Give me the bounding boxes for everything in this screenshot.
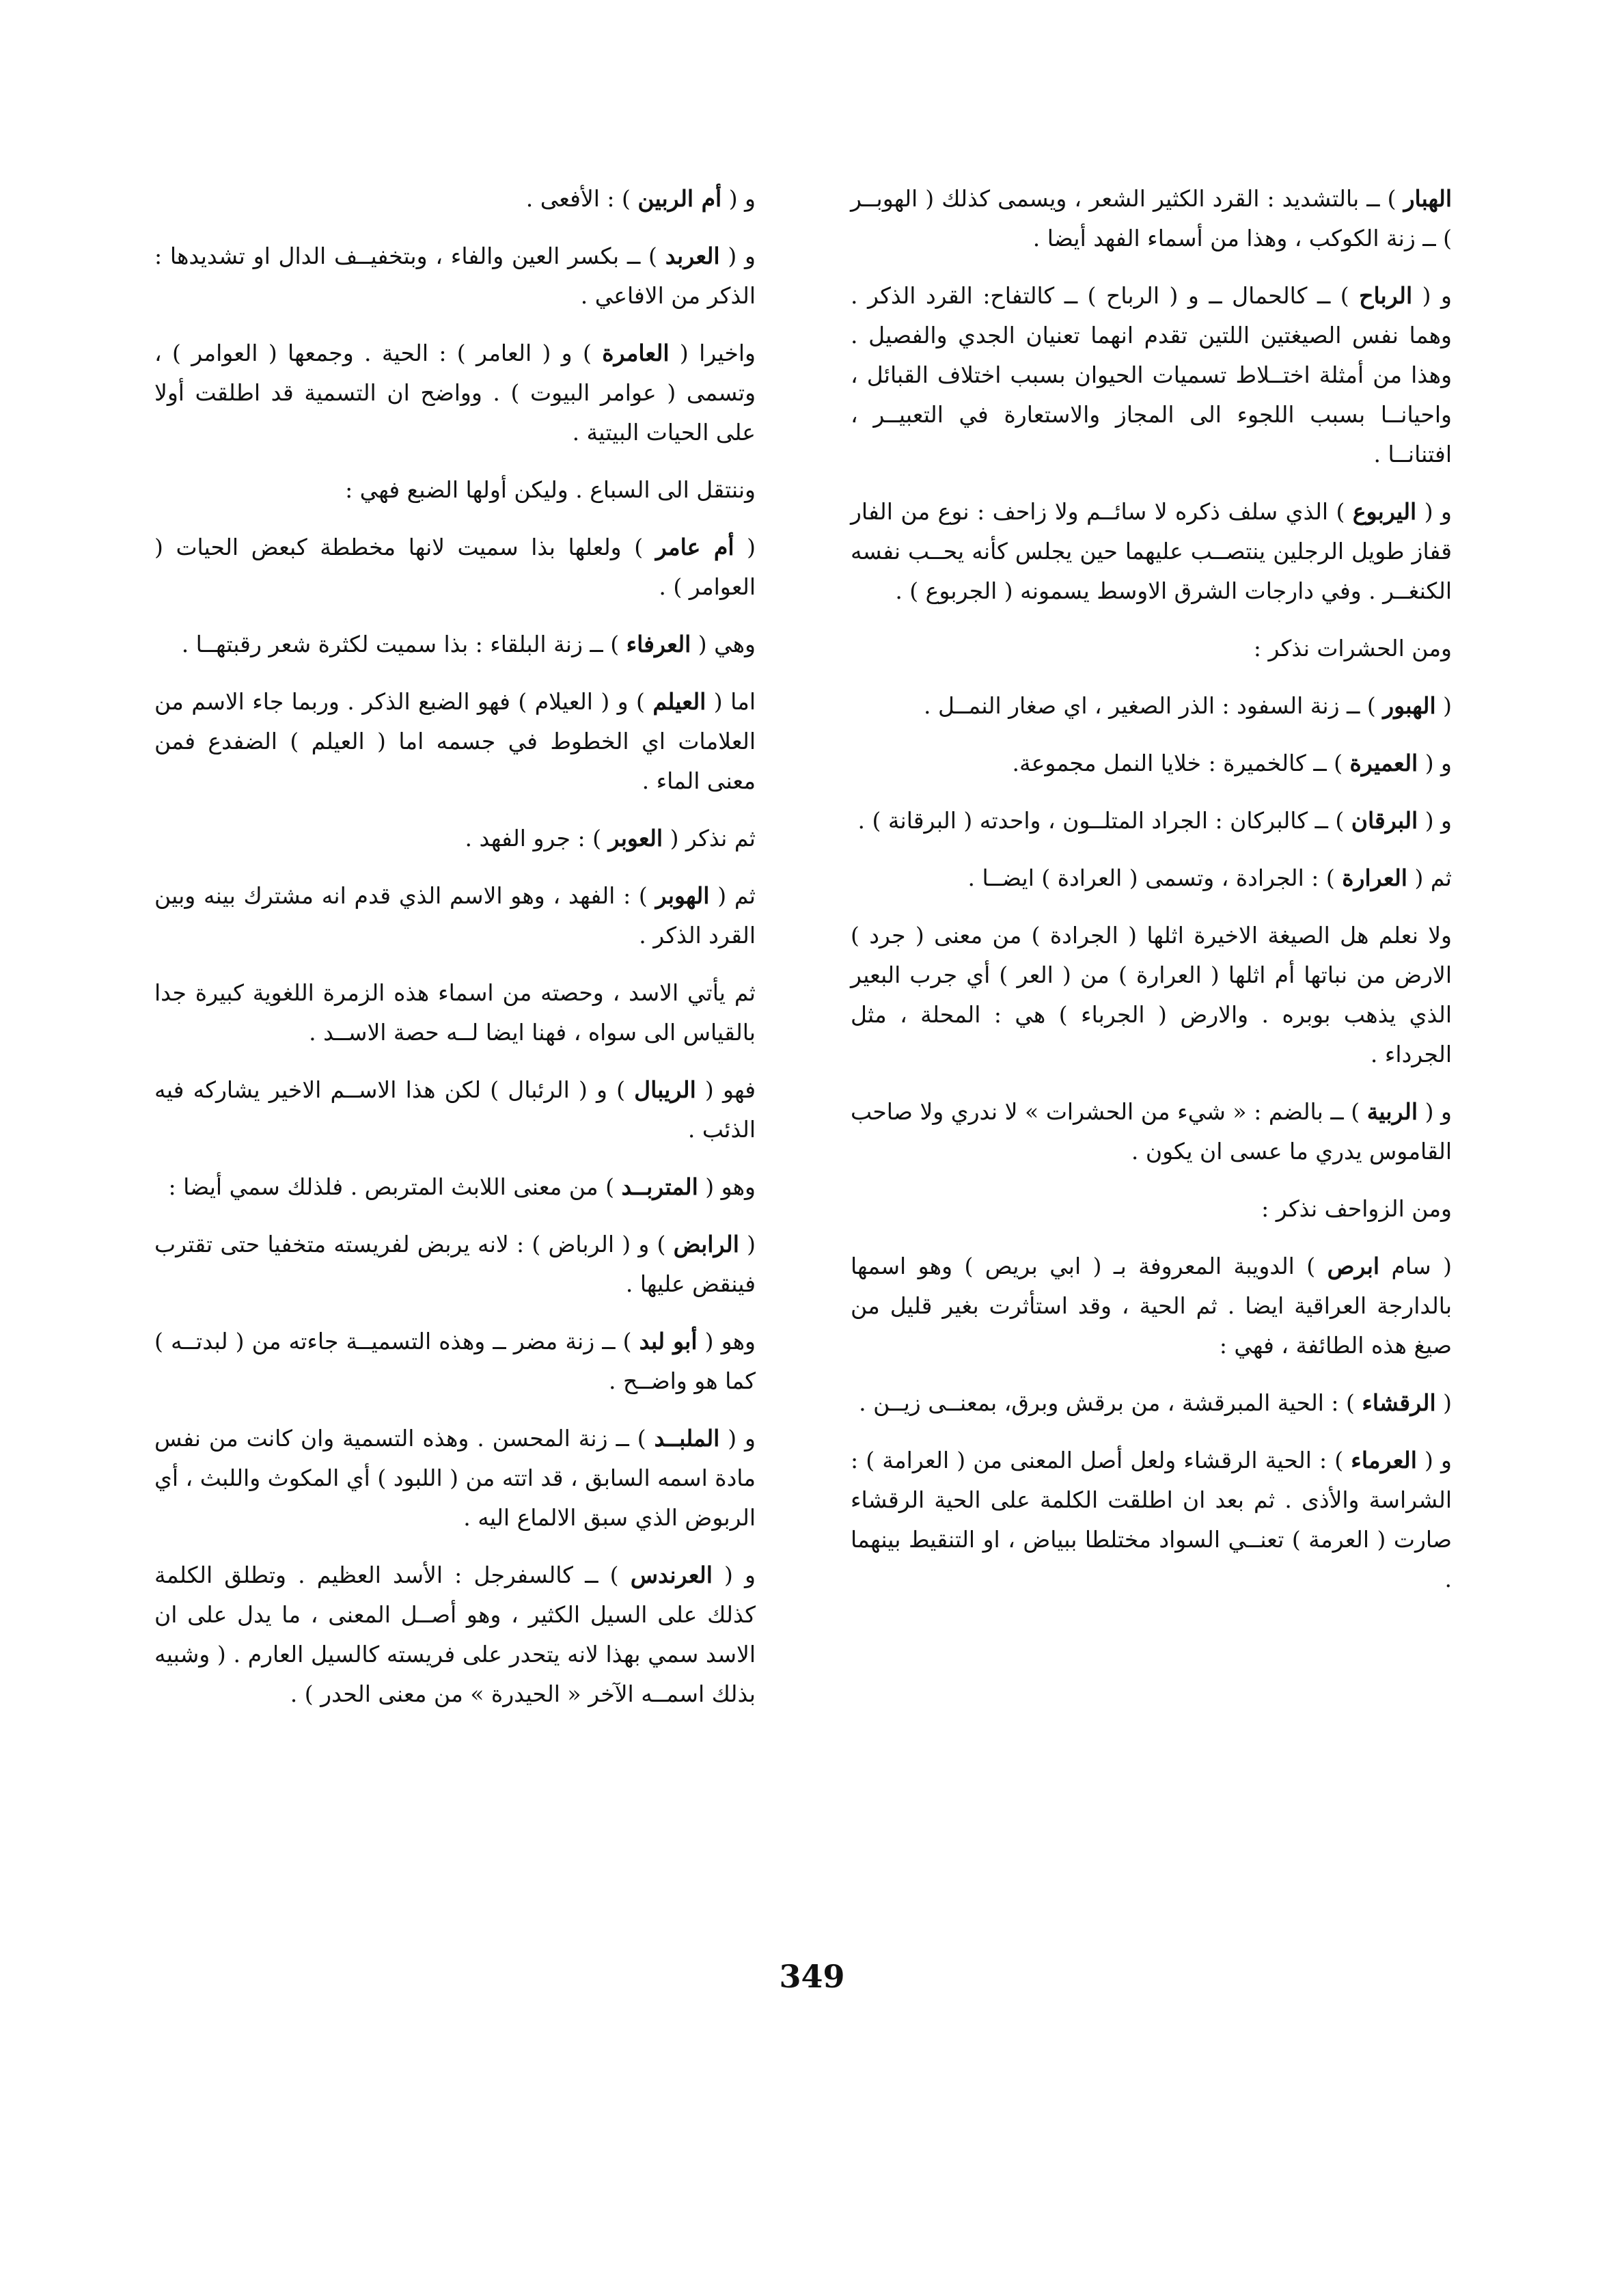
paragraph: [154, 1167, 756, 1207]
paragraph-lead: وهي (: [691, 631, 756, 657]
paragraph-text: ) ــ كالسفرجل : الأسد العظيم . وتطلق الكلمة كذلك على السيل الكثير ، وهو أصــل المعنى ، ما يدل على ان الاسد سمي بهذا لانه يتحدر على فريسته كالسيل العارم . ( وشبيه بذلك اسمــه الآخر « الحيدرة » من معنى الحدر ) .: [154, 1562, 756, 1707]
paragraph-text: ) الذي سلف ذكره لا سائــم ولا زاحف : نوع من الفار قفاز طويل الرجلين ينتصــب عليهما حين يجلس كأنه يحــب نفسه الكنغــر . وفي دارجات الشرق الاوسط يسمونه ( الجربوع ) .: [851, 498, 1452, 604]
paragraph-text: ) ــ كالخميرة : خلايا النمل مجموعة.: [1012, 750, 1350, 776]
term-headword: الريبال: [634, 1076, 696, 1103]
paragraph: [851, 858, 1452, 898]
paragraph-text: ) : جرو الفهد .: [465, 825, 609, 852]
paragraph-text: ) : الحية الرقشاء ولعل أصل المعنى من ( العرامة ) : الشراسة والأذى . ثم بعد ان اطلقت الكلمة على الحية الرقشاء صارت ( العرمة ) تعنــي السواد مختلطا ببياض ، او التنقيط بينهما .: [851, 1447, 1452, 1592]
paragraph-text: ) من معنى اللابث المتربص . فلذلك سمي أيضا :: [168, 1173, 622, 1200]
paragraph-lead: واخيرا (: [669, 340, 756, 366]
paragraph: [851, 1189, 1452, 1229]
paragraph-text: ) ــ بكسر العين والفاء ، وبتخفيــف الدال او تشديدها : الذكر من الافاعي .: [154, 243, 756, 309]
paragraph: [851, 492, 1452, 611]
term-headword: الهبار: [1403, 185, 1452, 212]
paragraph: [851, 744, 1452, 783]
paragraph-text: ) و ( الرئبال ) لكن هذا الاســم الاخير يشاركه فيه الذئب .: [154, 1076, 756, 1143]
paragraph: [154, 1225, 756, 1304]
term-headword: اليربوع: [1352, 498, 1417, 525]
term-headword: أبو لبد: [639, 1328, 698, 1355]
paragraph: [851, 1441, 1452, 1599]
term-headword: العرندس: [630, 1562, 713, 1588]
term-headword: العربد: [665, 243, 720, 269]
paragraph-text: ) ــ زنة مضر ــ وهذه التسميــة جاءته من ( لبدتــه ) كما هو واضــح .: [154, 1328, 756, 1394]
paragraph-text: ولا نعلم هل الصيغة الاخيرة اثلها ( الجرادة ) من معنى ( جرد ) الارض من نباتها أم اثلها ( العرارة ) من ( العر ) أي جرب البعير الذي يذهب بوبره . والارض ( الجرباء ) هي : المحلة ، مثل الجرداء .: [851, 922, 1452, 1068]
paragraph-lead: و (: [719, 243, 756, 269]
page-number: 349: [779, 1958, 845, 1995]
term-headword: المتربــد: [621, 1173, 698, 1200]
paragraph-text: ) ولعلها بذا سميت لانها مخططة كبعض الحيات ( العوامر ) .: [154, 534, 756, 600]
term-headword: العرماء: [1351, 1447, 1417, 1473]
paragraph: [851, 1092, 1452, 1171]
paragraph-lead: فهو (: [696, 1076, 756, 1103]
paragraph: [154, 1322, 756, 1401]
term-headword: أم عامر: [655, 534, 734, 560]
paragraph-text: ) و ( الرباض ) : لانه يربض لفريسته متخفيا حتى تقترب فينقض عليها .: [154, 1231, 756, 1297]
paragraph: [154, 236, 756, 316]
paragraph-text: ) ــ كالبركان : الجراد المتلــون ، واحدته ( البرقانة ) .: [857, 807, 1351, 834]
paragraph-text: ) ــ زنة البلقاء : بذا سميت لكثرة شعر رقبتهــا .: [181, 631, 627, 657]
paragraph-lead: (: [1435, 692, 1452, 719]
paragraph-lead: و (: [1418, 750, 1452, 776]
paragraph-text: ) ــ زنة السفود : الذر الصغير ، اي صغار النمــل .: [924, 692, 1384, 719]
paragraph: [851, 801, 1452, 841]
paragraph-lead: (: [739, 1231, 756, 1257]
paragraph: [154, 334, 756, 452]
paragraph: [154, 1419, 756, 1538]
paragraph-lead: و (: [721, 185, 756, 212]
paragraph-lead: ( سام: [1379, 1253, 1453, 1279]
term-headword: الرابض: [673, 1231, 739, 1257]
paragraph-text: ) : الحية المبرقشة ، من برقش وبرق، بمعنــى زيــن .: [859, 1389, 1362, 1416]
paragraph: [851, 629, 1452, 668]
paragraph: [851, 276, 1452, 474]
paragraph-text: ) و ( العامر ) : الحية . وجمعها ( العوامر ) ، وتسمى ( عوامر البيوت ) . وواضح ان التسمية قد اطلقت أولا على الحيات البيتية .: [154, 340, 756, 446]
paragraph: [851, 1247, 1452, 1365]
paragraph: [154, 470, 756, 510]
term-headword: العيلم: [652, 688, 706, 715]
paragraph-lead: اما (: [706, 688, 756, 715]
paragraph-lead: و (: [712, 1562, 756, 1588]
paragraph-text: ثم يأتي الاسد ، وحصته من اسماء هذه الزمرة اللغوية كبيرة جدا بالقياس الى سواه ، فهنا ايضا لــه حصة الاســد .: [154, 979, 756, 1046]
paragraph: [154, 179, 756, 219]
paragraph-lead: و (: [1418, 807, 1452, 834]
paragraph-text: ) : الأفعى .: [525, 185, 638, 212]
paragraph: [851, 916, 1452, 1074]
paragraph-text: وننتقل الى السباع . وليكن أولها الضبع فهي :: [345, 476, 756, 503]
term-headword: العامرة: [602, 340, 670, 366]
paragraph: [851, 179, 1452, 258]
paragraph-text: ) : الفهد ، وهو الاسم الذي قدم انه مشترك بينه وبين القرد الذكر .: [154, 882, 756, 949]
term-headword: العميرة: [1349, 750, 1418, 776]
paragraph: [154, 819, 756, 858]
term-headword: الرباح: [1359, 282, 1413, 309]
term-headword: البرقان: [1351, 807, 1418, 834]
paragraph-lead: و (: [1416, 498, 1452, 525]
term-headword: العرارة: [1342, 865, 1407, 891]
paragraph: [154, 528, 756, 607]
term-headword: ابرص: [1327, 1253, 1380, 1279]
term-headword: الهبور: [1383, 692, 1436, 719]
paragraph-lead: وهو (: [698, 1173, 756, 1200]
paragraph-text: ) و ( العيلام ) فهو الضبع الذكر . وربما جاء الاسم من العلامات اي الخطوط في جسمه اما ( العيلم ) الضفدع فمن معنى الماء .: [154, 688, 756, 794]
paragraph-lead: و (: [719, 1425, 756, 1452]
paragraph-lead: و (: [1416, 1447, 1452, 1473]
paragraph: [851, 1383, 1452, 1423]
paragraph: [154, 625, 756, 664]
paragraph-lead: ثم (: [709, 882, 756, 909]
paragraph: [851, 686, 1452, 726]
left-column: [154, 179, 756, 1732]
paragraph-lead: ثم نذكر (: [663, 825, 756, 852]
term-headword: العرفاء: [626, 631, 691, 657]
paragraph: [154, 876, 756, 955]
paragraph-lead: وهو (: [697, 1328, 756, 1355]
term-headword: الربية: [1366, 1098, 1418, 1125]
right-column: [851, 179, 1452, 1617]
paragraph: [154, 1070, 756, 1150]
term-headword: العوبر: [608, 825, 663, 852]
paragraph-lead: (: [734, 534, 756, 560]
paragraph-text: ) ــ زنة المحسن . وهذه التسمية وان كانت من نفس مادة اسمه السابق ، قد اتته من ( اللبود ) أي المكوث واللبث ، أي الربوض الذي سبق الالماع اليه .: [154, 1425, 756, 1531]
paragraph: [154, 973, 756, 1052]
term-headword: أم الربين: [637, 185, 722, 212]
paragraph-text: ) الدويبة المعروفة بـ ( ابي بريص ) وهو اسمها بالدارجة العراقية ايضا . ثم الحية ، وقد استأثرت بغير قليل من صيغ هذه الطائفة ، فهي :: [851, 1253, 1452, 1359]
paragraph-lead: ثم (: [1407, 865, 1452, 891]
paragraph-text: ) ــ بالتشديد : القرد الكثير الشعر ، ويسمى كذلك ( الهوبــر ) ــ زنة الكوكب ، وهذا من أسماء الفهد أيضا .: [851, 185, 1452, 251]
paragraph-lead: و (: [1418, 1098, 1452, 1125]
term-headword: الرقشاء: [1362, 1389, 1436, 1416]
paragraph-text: ومن الحشرات نذكر :: [1253, 635, 1452, 662]
paragraph-text: ) ــ كالحمال ــ و ( الرباح ) ــ كالتفاح: القرد الذكر . وهما نفس الصيغتين اللتين تقدم انهما تعنيان الجدي والفصيل . وهذا من أمثلة اختــلاط تسميات الحيوان بسبب اختلاف القبائل ، واحيانــا بسبب اللجوء الى المجاز والاستعارة في التعبيــر ، افتنانــا .: [851, 282, 1452, 467]
paragraph-lead: و (: [1412, 282, 1452, 309]
term-headword: الملبــد: [654, 1425, 720, 1452]
paragraph-text: ) ــ بالضم : « شيء من الحشرات » لا ندري ولا صاحب القاموس يدري ما عسى ان يكون .: [851, 1098, 1452, 1165]
paragraph: [154, 1555, 756, 1714]
paragraph-text: ومن الزواحف نذكر :: [1261, 1195, 1452, 1222]
term-headword: الهوبر: [655, 882, 710, 909]
paragraph-lead: (: [1435, 1389, 1452, 1416]
paragraph: [154, 682, 756, 801]
paragraph-text: ) : الجرادة ، وتسمى ( العرادة ) ايضــا .: [967, 865, 1343, 891]
